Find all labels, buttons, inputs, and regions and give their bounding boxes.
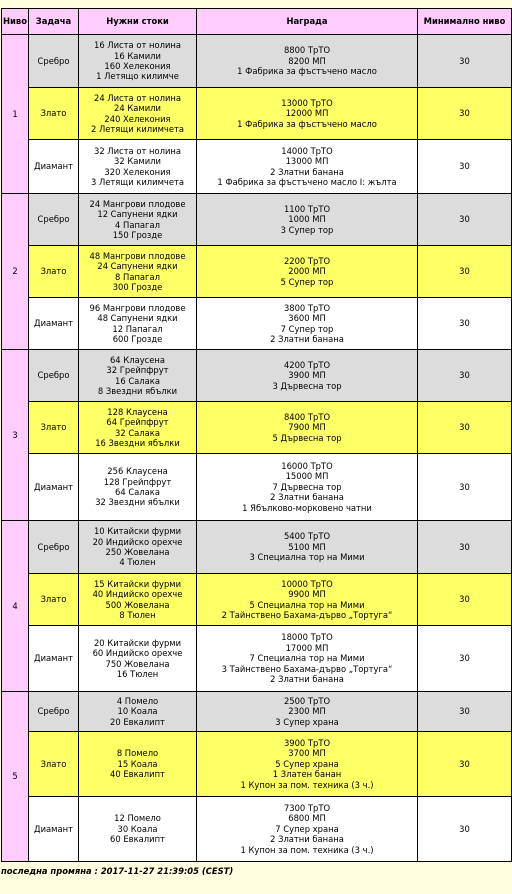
reward-line: 2200 ТрТО	[283, 255, 331, 266]
reward-cell	[197, 402, 418, 454]
goods-line: 40 Индийско орехче	[92, 589, 183, 600]
goods-line: 15 Китайски фурми	[93, 578, 182, 589]
table-row	[2, 574, 512, 626]
reward-line: 2500 ТрТО	[283, 695, 331, 706]
reward-cell	[197, 574, 418, 626]
reward-line: 18000 ТрТО	[281, 632, 333, 643]
goods-cell	[79, 35, 197, 88]
goods-line: 600 Грозде	[112, 333, 163, 344]
reward-line: 3 Супер храна	[275, 716, 339, 727]
task-cell: Сребро	[29, 194, 79, 246]
reward-line: 14000 ТрТО	[281, 145, 333, 156]
min-level-cell: 30	[418, 246, 512, 298]
reward-line: 4200 ТрТО	[283, 359, 331, 370]
reward-cell	[197, 350, 418, 402]
task-cell: Диамант	[29, 298, 79, 350]
goods-line: 256 Клаусена	[107, 466, 168, 477]
goods-line: 16 Тюлен	[116, 668, 159, 679]
reward-line: 3900 МП	[288, 370, 326, 381]
goods-cell	[79, 692, 197, 732]
reward-line: 8200 МП	[288, 55, 326, 66]
goods-line: 24 Листа от нолина	[93, 92, 181, 103]
goods-cell	[79, 797, 197, 862]
reward-line: 3900 ТрТО	[283, 737, 331, 748]
reward-line: 15000 МП	[285, 471, 329, 482]
reward-line: 12000 МП	[285, 108, 329, 119]
goods-line: 128 Клаусена	[107, 406, 168, 417]
reward-line: 1 Купон за пом. техника (3 ч.)	[240, 779, 374, 790]
reward-line: 1 Фабрика за фъстъчено масло	[237, 66, 377, 77]
reward-line: 2300 МП	[288, 706, 326, 717]
reward-line: 1100 ТрТО	[283, 203, 331, 214]
goods-cell	[79, 626, 197, 692]
goods-cell	[79, 88, 197, 140]
goods-cell	[79, 350, 197, 402]
goods-line: 4 Тюлен	[119, 557, 156, 568]
reward-line: 17000 МП	[285, 642, 329, 653]
goods-line: 60 Евкалипт	[110, 834, 165, 845]
reward-line: 1 Златен банан	[272, 769, 342, 780]
reward-line: 8400 ТрТО	[283, 411, 331, 422]
reward-cell	[197, 521, 418, 574]
header-row	[2, 9, 512, 35]
task-cell: Сребро	[29, 35, 79, 88]
task-cell: Злато	[29, 732, 79, 797]
goods-line: 8 Звездни ябълки	[97, 385, 178, 396]
reward-line: 8800 ТрТО	[283, 45, 331, 56]
header-level: Ниво	[2, 9, 29, 35]
goods-cell	[79, 574, 197, 626]
table-row	[2, 350, 512, 402]
goods-line: 4 Помело	[116, 695, 159, 706]
goods-line: 32 Салака	[115, 427, 160, 438]
reward-line: 3 Дървесна тор	[272, 380, 342, 391]
reward-line: 7300 ТрТО	[283, 802, 331, 813]
goods-cell	[79, 402, 197, 454]
table-row	[2, 35, 512, 88]
level-cell: 1	[2, 35, 29, 194]
reward-line: 3700 МП	[288, 748, 326, 759]
reward-line: 7 Супер храна	[275, 823, 339, 834]
task-cell: Сребро	[29, 350, 79, 402]
goods-line: 60 Индийско орехче	[92, 648, 183, 659]
goods-line: 10 Коала	[117, 706, 158, 717]
goods-line: 320 Хелекония	[104, 166, 171, 177]
table-row	[2, 298, 512, 350]
goods-line: 4 Папагал	[115, 219, 160, 230]
min-level-cell: 30	[418, 140, 512, 194]
level-cell: 4	[2, 521, 29, 692]
reward-line: 1 Ябълково-морковено чатни	[242, 502, 372, 513]
goods-cell	[79, 298, 197, 350]
level-cell: 2	[2, 194, 29, 350]
reward-cell	[197, 797, 418, 862]
min-level-cell: 30	[418, 35, 512, 88]
goods-cell	[79, 732, 197, 797]
goods-line: 8 Помело	[116, 748, 159, 759]
reward-line: 1 Фабрика за фъстъчено масло I: жълта	[217, 176, 397, 187]
task-cell: Злато	[29, 574, 79, 626]
task-cell: Диамант	[29, 626, 79, 692]
table-row	[2, 88, 512, 140]
goods-line: 3 Летящи килимчета	[90, 176, 185, 187]
task-cell: Злато	[29, 246, 79, 298]
level-cell: 3	[2, 350, 29, 521]
reward-line: 5400 ТрТО	[283, 531, 331, 542]
table-row	[2, 732, 512, 797]
min-level-cell: 30	[418, 692, 512, 732]
reward-line: 3 Тайнствено Бахама-дърво „Тортуга“	[221, 663, 393, 674]
reward-cell	[197, 732, 418, 797]
goods-line: 12 Сапунени ядки	[97, 209, 178, 220]
goods-line: 48 Сапунени ядки	[97, 313, 178, 324]
goods-line: 160 Хелекония	[104, 61, 171, 71]
goods-line: 15 Коала	[117, 758, 158, 769]
reward-line: 13000 МП	[285, 156, 329, 167]
goods-line: 750 Жовелана	[105, 658, 170, 669]
reward-line: 16000 ТрТО	[281, 460, 333, 471]
reward-line: 1 Фабрика за фъстъчено масло	[237, 118, 377, 129]
goods-line: 2 Летящи килимчета	[90, 123, 185, 134]
table-row	[2, 692, 512, 732]
reward-cell	[197, 88, 418, 140]
goods-line: 24 Сапунени ядки	[97, 261, 178, 272]
reward-line: 7 Супер тор	[280, 323, 334, 334]
goods-line: 30 Коала	[117, 823, 158, 834]
task-cell: Злато	[29, 402, 79, 454]
task-cell: Диамант	[29, 797, 79, 862]
goods-cell	[79, 454, 197, 521]
reward-line: 7900 МП	[288, 422, 326, 433]
goods-line: 20 Китайски фурми	[93, 637, 182, 648]
goods-line: 8 Папагал	[115, 271, 160, 282]
reward-cell	[197, 298, 418, 350]
task-cell: Сребро	[29, 521, 79, 574]
level-cell: 5	[2, 692, 29, 862]
table-row	[2, 626, 512, 692]
reward-cell	[197, 140, 418, 194]
reward-line: 2 Тайнствено Бахама-дърво „Тортуга“	[221, 609, 393, 620]
reward-cell	[197, 454, 418, 521]
goods-line: 300 Грозде	[112, 281, 163, 292]
goods-line: 40 Евкалипт	[110, 769, 165, 780]
table-row	[2, 454, 512, 521]
task-cell: Злато	[29, 88, 79, 140]
goods-line: 10 Китайски фурми	[93, 526, 182, 537]
reward-line: 9900 МП	[288, 589, 326, 600]
goods-line: 32 Листа от нолина	[93, 145, 181, 156]
goods-line: 240 Хелекония	[104, 113, 171, 124]
goods-line: 32 Грейпфрут	[106, 365, 169, 376]
reward-line: 5100 МП	[288, 541, 326, 552]
header-min-level: Минимално ниво	[418, 9, 512, 35]
min-level-cell: 30	[418, 402, 512, 454]
reward-line: 2 Златни банана	[270, 492, 344, 503]
goods-cell	[79, 140, 197, 194]
goods-line: 96 Мангрови плодове	[89, 302, 186, 313]
header-task: Задача	[29, 9, 79, 35]
reward-line: 3 Супер тор	[280, 224, 334, 235]
goods-line: 64 Салака	[115, 487, 160, 497]
table-row	[2, 140, 512, 194]
reward-cell	[197, 194, 418, 246]
reward-line: 2 Златни банана	[270, 674, 344, 685]
task-cell: Диамант	[29, 140, 79, 194]
reward-line: 1000 МП	[288, 214, 326, 225]
reward-cell	[197, 35, 418, 88]
reward-line: 5 Дървесна тор	[272, 432, 342, 443]
goods-line: 64 Грейпфрут	[106, 417, 169, 428]
reward-cell	[197, 692, 418, 732]
min-level-cell: 30	[418, 298, 512, 350]
goods-line: 24 Камили	[114, 103, 161, 114]
reward-line: 3 Специална тор на Мими	[249, 552, 365, 563]
goods-line: 12 Помело	[114, 813, 161, 824]
reward-line: 13000 ТрТО	[281, 97, 333, 108]
goods-line: 32 Звездни ябълки	[95, 497, 180, 508]
goods-line: 16 Камили	[114, 50, 161, 61]
goods-line: 8 Тюлен	[119, 609, 156, 620]
min-level-cell: 30	[418, 574, 512, 626]
header-goods: Нужни стоки	[79, 9, 197, 35]
header-reward: Награда	[197, 9, 418, 35]
reward-line: 5 Супер тор	[280, 276, 334, 287]
reward-cell	[197, 626, 418, 692]
reward-line: 7 Дървесна тор	[272, 481, 342, 492]
min-level-cell: 30	[418, 454, 512, 521]
reward-line: 5 Специална тор на Мими	[249, 599, 365, 610]
table-row	[2, 797, 512, 862]
goods-line: 24 Мангрови плодове	[89, 198, 186, 209]
goods-line: 64 Клаусена	[109, 354, 166, 365]
goods-cell	[79, 246, 197, 298]
goods-cell	[79, 194, 197, 246]
reward-line: 3600 МП	[288, 313, 326, 324]
reward-line: 6800 МП	[288, 813, 326, 824]
goods-line: 500 Жовелана	[105, 599, 170, 610]
goods-line: 16 Листа от нолина	[93, 40, 181, 51]
goods-line: 12 Папагал	[112, 323, 163, 334]
rewards-table	[1, 8, 512, 862]
goods-line: 16 Салака	[115, 375, 160, 386]
reward-line: 2 Златни банана	[270, 834, 344, 845]
reward-line: 2 Златни банана	[270, 166, 344, 177]
reward-line: 10000 ТрТО	[281, 578, 333, 589]
min-level-cell: 30	[418, 797, 512, 862]
table-body	[2, 35, 512, 862]
table-row	[2, 246, 512, 298]
goods-line: 1 Летящо килимче	[96, 71, 179, 82]
goods-line: 32 Камили	[114, 156, 161, 167]
min-level-cell: 30	[418, 350, 512, 402]
goods-line: 20 Индийско орехче	[92, 536, 183, 547]
table-row	[2, 194, 512, 246]
min-level-cell: 30	[418, 732, 512, 797]
goods-line: 150 Грозде	[112, 229, 163, 240]
task-cell: Сребро	[29, 692, 79, 732]
goods-cell	[79, 521, 197, 574]
min-level-cell: 30	[418, 194, 512, 246]
reward-cell	[197, 246, 418, 298]
last-modified: последна промяна : 2017-11-27 21:39:05 (CEST)	[1, 866, 234, 876]
goods-line: 128 Грейпфрут	[103, 476, 172, 487]
min-level-cell: 30	[418, 88, 512, 140]
task-cell: Диамант	[29, 454, 79, 521]
reward-line: 2000 МП	[288, 266, 326, 277]
goods-line: 250 Жовелана	[105, 547, 170, 557]
goods-line: 16 Звездни ябълки	[95, 437, 180, 448]
reward-line: 2 Златни банана	[270, 333, 344, 344]
goods-line: 20 Евкалипт	[110, 716, 165, 727]
min-level-cell: 30	[418, 626, 512, 692]
min-level-cell: 30	[418, 521, 512, 574]
table-row	[2, 402, 512, 454]
reward-line: 7 Специална тор на Мими	[249, 653, 365, 664]
table-row	[2, 521, 512, 574]
goods-line: 48 Мангрови плодове	[89, 250, 186, 261]
reward-line: 5 Супер храна	[275, 758, 339, 769]
reward-line: 1 Купон за пом. техника (3 ч.)	[240, 844, 374, 855]
reward-line: 3800 ТрТО	[283, 302, 331, 313]
